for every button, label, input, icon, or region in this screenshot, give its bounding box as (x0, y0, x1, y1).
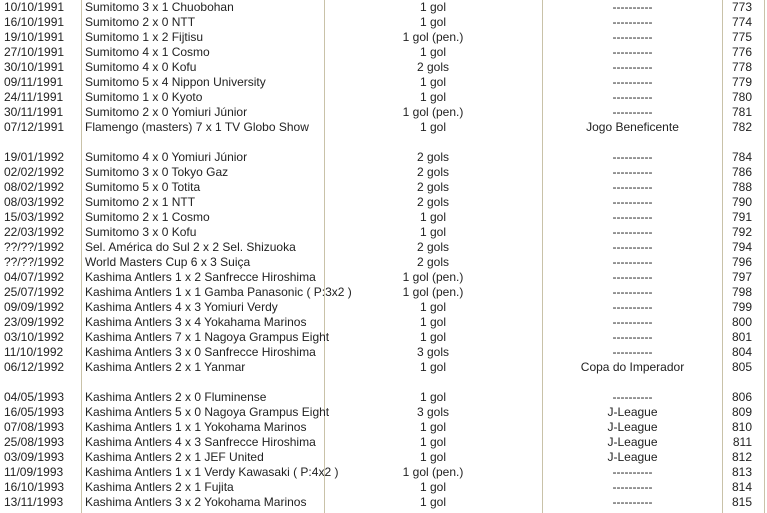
goals-cell: 1 gol (419, 390, 447, 404)
table-row (0, 255, 767, 270)
table-row (0, 465, 767, 480)
competition-cell: ---------- (612, 105, 653, 119)
match-cell: Sumitomo 5 x 0 Totita (85, 180, 201, 194)
date-cell: 07/12/1991 (4, 120, 65, 134)
date-cell: 08/03/1992 (4, 195, 65, 209)
table-row (0, 180, 767, 195)
goal-number-cell: 796 (731, 255, 752, 269)
date-cell: 25/07/1992 (4, 285, 65, 299)
match-cell: Sumitomo 4 x 1 Cosmo (85, 45, 210, 59)
goals-cell: 1 gol (419, 450, 447, 464)
match-cell: Kashima Antlers 7 x 1 Nagoya Grampus Eight (85, 330, 330, 344)
competition-cell: ---------- (612, 285, 653, 299)
match-cell: World Masters Cup 6 x 3 Suiça (85, 255, 251, 269)
table-row (0, 225, 767, 240)
goals-cell: 2 gols (416, 255, 450, 269)
goal-number-cell: 813 (731, 465, 752, 479)
goal-number-cell: 810 (731, 420, 752, 434)
section-spacer (0, 135, 767, 150)
goals-cell: 3 gols (416, 405, 450, 419)
table-row (0, 75, 767, 90)
match-cell: Kashima Antlers 1 x 1 Gamba Panasonic ( P:3x2 ) (85, 285, 352, 299)
competition-cell: ---------- (612, 345, 653, 359)
match-cell: Kashima Antlers 1 x 1 Verdy Kawasaki ( P:4x2 ) (85, 465, 339, 479)
match-cell: Sumitomo 3 x 1 Chuobohan (85, 0, 234, 14)
goal-number-cell: 782 (731, 120, 752, 134)
match-cell: Sumitomo 4 x 0 Yomiuri Júnior (85, 150, 248, 164)
table-row (0, 345, 767, 360)
table-row (0, 30, 767, 45)
match-cell: Sumitomo 5 x 4 Nippon University (85, 75, 266, 89)
competition-cell: ---------- (612, 315, 653, 329)
goals-cell: 1 gol (419, 300, 447, 314)
date-cell: 13/11/1993 (4, 495, 64, 509)
competition-cell: ---------- (612, 330, 653, 344)
date-cell: 04/05/1993 (4, 390, 65, 404)
goal-number-cell: 775 (731, 30, 752, 44)
match-cell: Sumitomo 2 x 1 Cosmo (85, 210, 210, 224)
goal-number-cell: 774 (731, 15, 752, 29)
date-cell: 08/02/1992 (4, 180, 65, 194)
competition-cell: ---------- (612, 180, 653, 194)
date-cell: 30/10/1991 (4, 60, 65, 74)
table-row (0, 300, 767, 315)
goal-number-cell: 791 (731, 210, 752, 224)
match-cell: Sumitomo 2 x 0 NTT (85, 15, 196, 29)
goal-number-cell: 798 (731, 285, 752, 299)
goals-cell: 1 gol (419, 45, 447, 59)
match-cell: Sumitomo 4 x 0 Kofu (85, 60, 197, 74)
goals-cell: 1 gol (419, 315, 447, 329)
date-cell: 16/10/1993 (4, 480, 65, 494)
match-cell: Kashima Antlers 3 x 2 Yokohama Marinos (85, 495, 307, 509)
table-row (0, 150, 767, 165)
date-cell: 30/11/1991 (4, 105, 64, 119)
spacer-cell (0, 375, 767, 390)
match-cell: Kashima Antlers 1 x 2 Sanfrecce Hiroshima (85, 270, 316, 284)
goal-number-cell: 797 (731, 270, 752, 284)
date-cell: 04/07/1992 (4, 270, 65, 284)
table-row (0, 90, 767, 105)
goals-cell: 1 gol (pen.) (402, 105, 464, 119)
table-row (0, 405, 767, 420)
competition-cell: ---------- (612, 480, 653, 494)
match-cell: Sumitomo 2 x 0 Yomiuri Júnior (85, 105, 248, 119)
goal-number-cell: 776 (731, 45, 752, 59)
date-cell: 03/10/1992 (4, 330, 65, 344)
competition-cell: J-League (607, 450, 658, 464)
match-cell: Kashima Antlers 2 x 1 Yanmar (85, 360, 246, 374)
goal-number-cell: 788 (731, 180, 752, 194)
competition-cell: ---------- (612, 240, 653, 254)
competition-cell: ---------- (612, 165, 653, 179)
goal-number-cell: 815 (731, 495, 752, 509)
goal-number-cell: 794 (731, 240, 752, 254)
goal-number-cell: 773 (731, 0, 752, 14)
table-row (0, 195, 767, 210)
match-cell: Kashima Antlers 5 x 0 Nagoya Grampus Eight (85, 405, 330, 419)
table-row (0, 240, 767, 255)
table-row (0, 360, 767, 375)
goal-number-cell: 804 (731, 345, 752, 359)
goal-number-cell: 786 (731, 165, 752, 179)
table-row (0, 435, 767, 450)
goals-cell: 1 gol (419, 330, 447, 344)
match-cell: Kashima Antlers 4 x 3 Sanfrecce Hiroshima (85, 435, 316, 449)
match-cell: Sumitomo 2 x 1 NTT (85, 195, 196, 209)
competition-cell: ---------- (612, 255, 653, 269)
competition-cell: J-League (607, 435, 658, 449)
goals-cell: 1 gol (pen.) (402, 285, 464, 299)
competition-cell: Copa do Imperador (580, 360, 685, 374)
goals-cell: 1 gol (419, 75, 447, 89)
table-row (0, 45, 767, 60)
competition-cell: J-League (607, 405, 658, 419)
match-cell: Kashima Antlers 3 x 4 Yokahama Marinos (85, 315, 307, 329)
goals-cell: 2 gols (416, 60, 450, 74)
goals-cell: 1 gol (pen.) (402, 270, 464, 284)
table-row (0, 315, 767, 330)
competition-cell: ---------- (612, 90, 653, 104)
date-cell: 27/10/1991 (4, 45, 65, 59)
goals-cell: 1 gol (419, 210, 447, 224)
table-row (0, 270, 767, 285)
table-row (0, 210, 767, 225)
date-cell: 09/11/1991 (4, 75, 64, 89)
goals-cell: 2 gols (416, 150, 450, 164)
match-cell: Kashima Antlers 1 x 1 Yokohama Marinos (85, 420, 307, 434)
goal-number-cell: 812 (731, 450, 752, 464)
goals-cell: 1 gol (419, 435, 447, 449)
goals-cell: 1 gol (419, 120, 447, 134)
date-cell: 06/12/1992 (4, 360, 65, 374)
match-cell: Sumitomo 3 x 0 Tokyo Gaz (85, 165, 229, 179)
date-cell: 07/08/1993 (4, 420, 65, 434)
date-cell: 11/10/1992 (4, 345, 64, 359)
table-row (0, 390, 767, 405)
match-cell: Sumitomo 1 x 0 Kyoto (85, 90, 203, 104)
goals-cell: 1 gol (pen.) (402, 465, 464, 479)
date-cell: 03/09/1993 (4, 450, 65, 464)
goal-number-cell: 805 (731, 360, 752, 374)
date-cell: ??/??/1992 (4, 255, 65, 269)
table-row (0, 60, 767, 75)
date-cell: 19/01/1992 (4, 150, 65, 164)
date-cell: 16/10/1991 (4, 15, 65, 29)
spacer-cell (0, 135, 767, 150)
goals-cell: 1 gol (419, 90, 447, 104)
goal-number-cell: 809 (731, 405, 752, 419)
competition-cell: ---------- (612, 195, 653, 209)
goal-number-cell: 779 (731, 75, 752, 89)
match-cell: Kashima Antlers 2 x 1 JEF United (85, 450, 264, 464)
table-row (0, 105, 767, 120)
competition-cell: ---------- (612, 30, 653, 44)
table-row (0, 480, 767, 495)
goals-cell: 1 gol (419, 15, 447, 29)
table-row (0, 420, 767, 435)
match-cell: Kashima Antlers 2 x 0 Fluminense (85, 390, 267, 404)
section-spacer (0, 375, 767, 390)
goals-cell: 3 gols (416, 345, 450, 359)
competition-cell: ---------- (612, 225, 653, 239)
goals-cell: 2 gols (416, 180, 450, 194)
goal-number-cell: 801 (731, 330, 752, 344)
competition-cell: ---------- (612, 150, 653, 164)
competition-cell: ---------- (612, 300, 653, 314)
goal-number-cell: 811 (732, 435, 752, 449)
date-cell: 11/09/1993 (4, 465, 64, 479)
competition-cell: ---------- (612, 60, 653, 74)
goals-cell: 1 gol (pen.) (402, 30, 464, 44)
competition-cell: ---------- (612, 390, 653, 404)
goal-number-cell: 784 (731, 150, 752, 164)
competition-cell: ---------- (612, 75, 653, 89)
goals-cell: 1 gol (419, 495, 447, 509)
goals-cell: 1 gol (419, 0, 447, 14)
match-cell: Kashima Antlers 2 x 1 Fujita (85, 480, 234, 494)
goal-number-cell: 781 (731, 105, 752, 119)
match-cell: Kashima Antlers 4 x 3 Yomiuri Verdy (85, 300, 278, 314)
match-cell: Sel. América do Sul 2 x 2 Sel. Shizuoka (85, 240, 296, 254)
match-cell: Sumitomo 3 x 0 Kofu (85, 225, 197, 239)
match-cell: Flamengo (masters) 7 x 1 TV Globo Show (85, 120, 309, 134)
date-cell: 24/11/1991 (4, 90, 64, 104)
competition-cell: ---------- (612, 465, 653, 479)
goal-number-cell: 790 (731, 195, 752, 209)
match-cell: Sumitomo 1 x 2 Fijtisu (85, 30, 204, 44)
competition-cell: Jogo Beneficente (586, 120, 679, 134)
table-row (0, 450, 767, 465)
competition-cell: ---------- (612, 0, 653, 14)
goals-cell: 1 gol (419, 420, 447, 434)
goals-cell: 1 gol (419, 480, 447, 494)
competition-cell: ---------- (612, 45, 653, 59)
goals-cell: 1 gol (419, 225, 447, 239)
goals-cell: 2 gols (416, 240, 450, 254)
table-row (0, 0, 767, 15)
competition-cell: ---------- (612, 270, 653, 284)
date-cell: 09/09/1992 (4, 300, 65, 314)
date-cell: 23/09/1992 (4, 315, 65, 329)
table-row (0, 330, 767, 345)
table-row (0, 165, 767, 180)
date-cell: 02/02/1992 (4, 165, 65, 179)
date-cell: 16/05/1993 (4, 405, 65, 419)
goals-cell: 1 gol (419, 360, 447, 374)
competition-cell: ---------- (612, 495, 653, 509)
date-cell: ??/??/1992 (4, 240, 65, 254)
table-row (0, 120, 767, 135)
goal-number-cell: 806 (731, 390, 752, 404)
match-cell: Kashima Antlers 3 x 0 Sanfrecce Hiroshima (85, 345, 316, 359)
date-cell: 22/03/1992 (4, 225, 65, 239)
date-cell: 19/10/1991 (4, 30, 65, 44)
goals-cell: 2 gols (416, 195, 450, 209)
date-cell: 15/03/1992 (4, 210, 65, 224)
date-cell: 10/10/1991 (4, 0, 65, 14)
goals-cell: 2 gols (416, 165, 450, 179)
goal-number-cell: 800 (731, 315, 752, 329)
competition-cell: J-League (607, 420, 658, 434)
competition-cell: ---------- (612, 210, 653, 224)
table-row (0, 285, 767, 300)
goal-number-cell: 792 (731, 225, 752, 239)
goal-number-cell: 780 (731, 90, 752, 104)
table-row (0, 495, 767, 510)
date-cell: 25/08/1993 (4, 435, 65, 449)
table-row (0, 15, 767, 30)
goal-number-cell: 778 (731, 60, 752, 74)
goal-number-cell: 799 (731, 300, 752, 314)
competition-cell: ---------- (612, 15, 653, 29)
goal-number-cell: 814 (731, 480, 752, 494)
